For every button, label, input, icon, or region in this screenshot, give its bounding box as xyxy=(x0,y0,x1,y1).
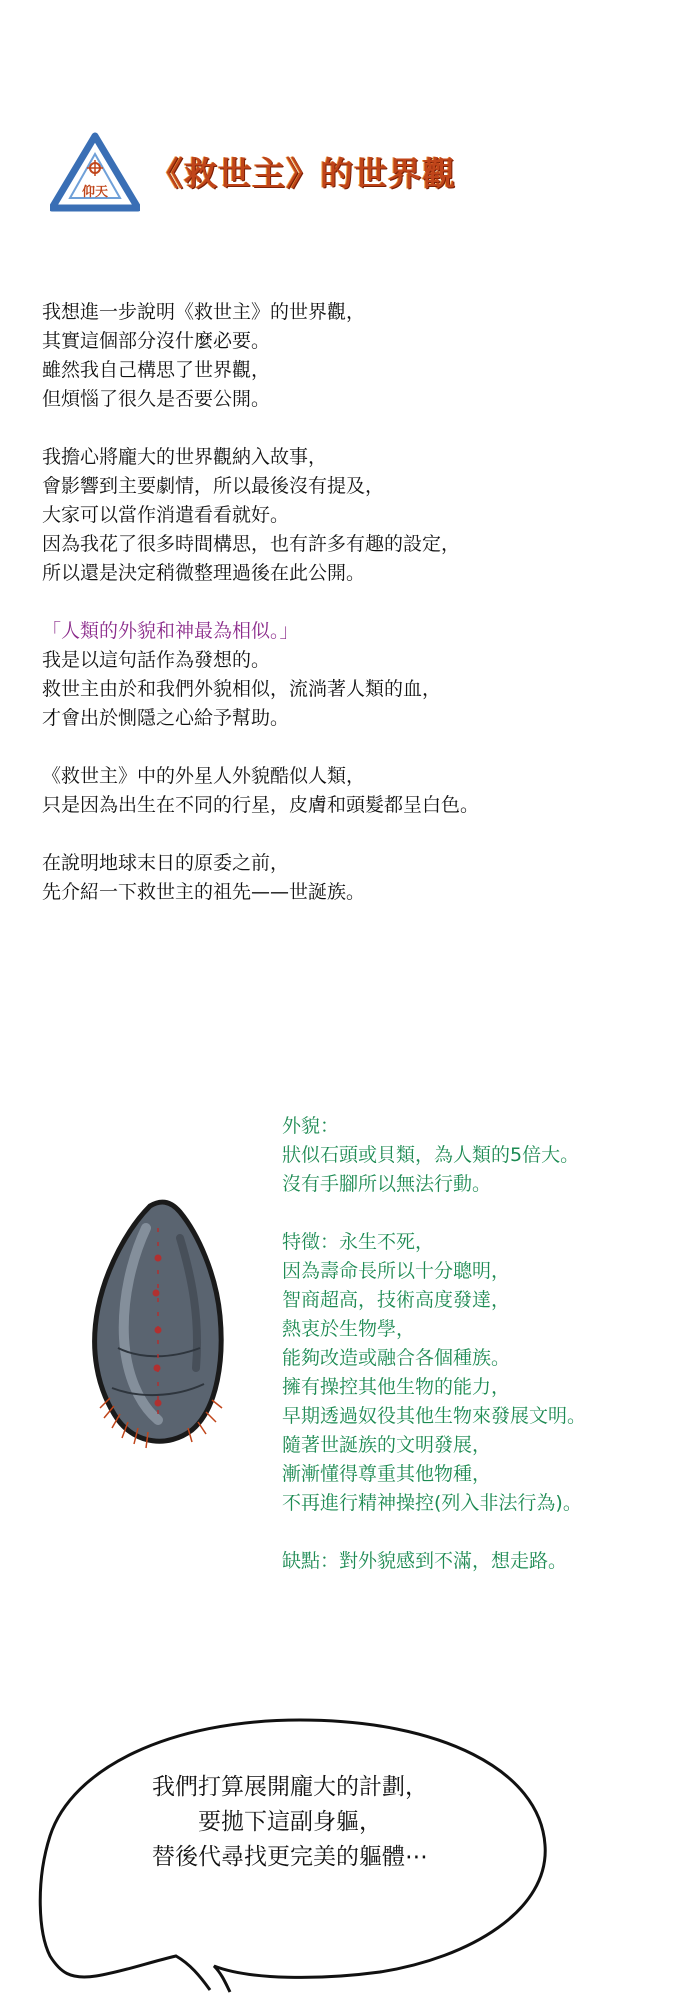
text-line: 早期透過奴役其他生物來發展文明。 xyxy=(282,1405,587,1427)
text-line: 隨著世誕族的文明發展， xyxy=(282,1434,492,1456)
intro-text xyxy=(42,298,662,936)
bubble-line: 要拋下這副身軀， xyxy=(198,1809,382,1835)
intro-paragraph-5 xyxy=(42,849,662,907)
intro-paragraph-2 xyxy=(42,443,662,588)
intro-paragraph-4 xyxy=(42,762,662,820)
text-line: 外貌： xyxy=(282,1115,340,1137)
traits-text xyxy=(282,1112,682,1605)
text-line: 智商超高，技術高度發達， xyxy=(282,1289,511,1311)
intro-paragraph-1 xyxy=(42,298,662,414)
text-line: 會影響到主要劇情，所以最後沒有提及， xyxy=(42,475,385,497)
text-line: 雖然我自己構思了世界觀， xyxy=(42,359,271,381)
bubble-line: 替後代尋找更完美的軀體⋯ xyxy=(152,1844,428,1870)
text-line: 《救世主》中的外星人外貌酷似人類， xyxy=(42,765,366,787)
intro-paragraph-3 xyxy=(42,617,662,733)
appearance-section xyxy=(282,1112,682,1199)
text-line: 因為壽命長所以十分聰明， xyxy=(282,1260,511,1282)
text-line: 我擔心將龐大的世界觀納入故事， xyxy=(42,446,328,468)
text-line: 但煩惱了很久是否要公開。 xyxy=(42,388,271,410)
text-line: 漸漸懂得尊重其他物種， xyxy=(282,1463,492,1485)
text-line: 能夠改造或融合各個種族。 xyxy=(282,1347,511,1369)
text-line: 擁有操控其他生物的能力， xyxy=(282,1376,511,1398)
text-line: 其實這個部分沒什麼必要。 xyxy=(42,330,271,352)
text-line: 在說明地球末日的原委之前， xyxy=(42,852,290,874)
text-line: 只是因為出生在不同的行星，皮膚和頭髮都呈白色。 xyxy=(42,794,480,816)
text-line: 先介紹一下救世主的祖先——世誕族。 xyxy=(42,881,366,903)
text-line: 缺點：對外貌感到不滿，想走路。 xyxy=(282,1550,568,1572)
text-line: 不再進行精神操控(列入非法行為)。 xyxy=(282,1492,582,1514)
text-line: 我是以這句話作為發想的。 xyxy=(42,649,271,671)
text-line: 大家可以當作消遣看看就好。 xyxy=(42,504,290,526)
text-line: 才會出於惻隱之心給予幫助。 xyxy=(42,707,290,729)
logo-text: 仰天 xyxy=(81,185,109,200)
text-line: 我想進一步說明《救世主》的世界觀， xyxy=(42,301,366,323)
features-section xyxy=(282,1228,682,1518)
page-title: 《救世主》的世界觀 xyxy=(150,154,456,193)
speech-bubble-text xyxy=(60,1770,520,1875)
text-line: 沒有手腳所以無法行動。 xyxy=(282,1173,492,1195)
text-line: 熱衷於生物學， xyxy=(282,1318,416,1340)
text-line: 特徵：永生不死， xyxy=(282,1231,435,1253)
text-line: 因為我花了很多時間構思，也有許多有趣的設定， xyxy=(42,533,461,555)
text-line: 救世主由於和我們外貌相似，流淌著人類的血， xyxy=(42,678,442,700)
yangtian-logo xyxy=(50,132,140,212)
text-line: 狀似石頭或貝類，為人類的5倍大。 xyxy=(282,1144,580,1166)
weakness-section xyxy=(282,1547,682,1576)
bubble-line: 我們打算展開龐大的計劃， xyxy=(152,1774,428,1800)
text-line: 所以還是決定稍微整理過後在此公開。 xyxy=(42,562,366,584)
highlight-quote: 「人類的外貌和神最為相似。」 xyxy=(42,620,299,642)
shiyan-creature-illustration xyxy=(88,1198,228,1458)
